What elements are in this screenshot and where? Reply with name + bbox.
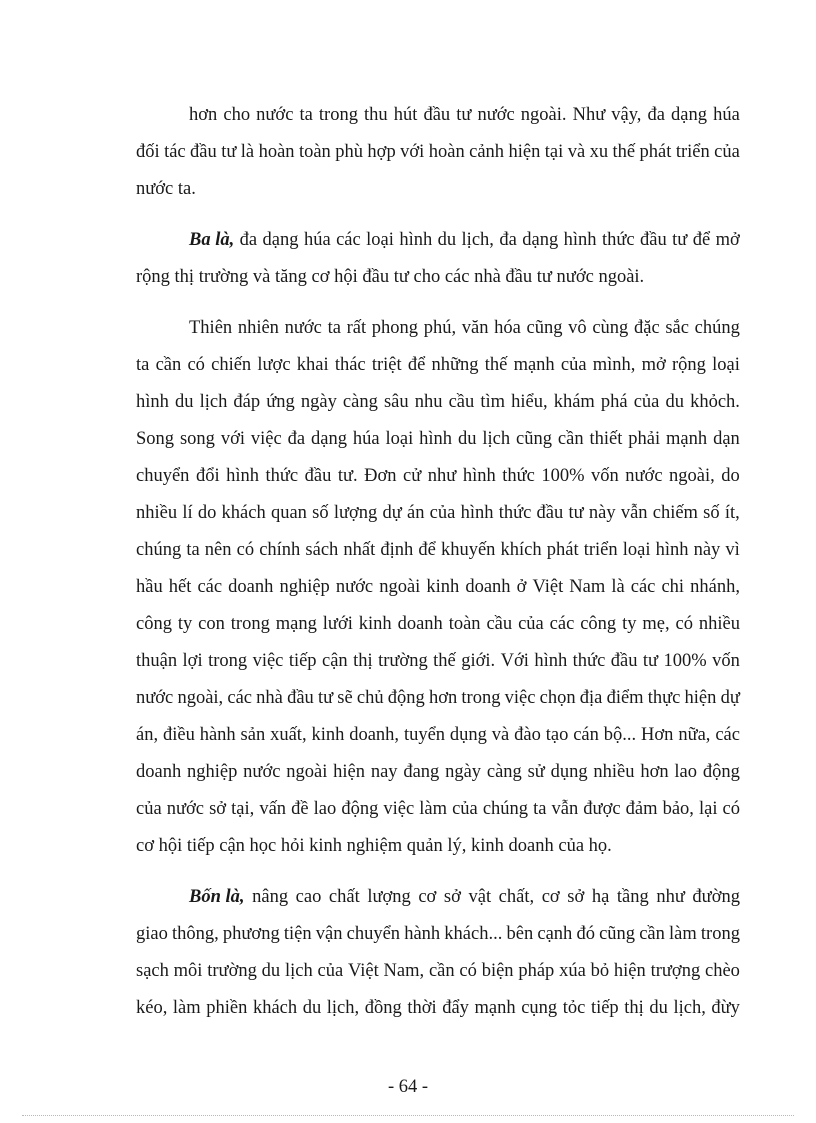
text-line: Ba là, đa dạng húa các loại hình du lịch, đa dạng hình thức đầu tư để mở: [189, 230, 740, 250]
text-line: nhiều lí do khách quan số lượng dự án của hình thức đầu tư này vẫn chiếm số ít,: [136, 503, 740, 523]
text-line: rộng thị trường và tăng cơ hội đầu tư cho các nhà đầu tư nước ngoài.: [136, 267, 645, 287]
text-line: ta cần có chiến lược khai thác triệt để những thế mạnh của mình, mở rộng loại: [136, 355, 740, 375]
text-line: hầu hết các doanh nghiệp nước ngoài kinh doanh ở Việt Nam là các chi nhánh,: [136, 577, 740, 597]
text-line: giao thông, phương tiện vận chuyển hành khách... bên cạnh đó cũng cần làm trong: [136, 924, 740, 944]
page-number: - 64 -: [387, 1077, 429, 1097]
text-line: thuận lợi trong việc tiếp cận thị trường thế giới. Với hình thức đầu tư 100% vốn: [136, 651, 740, 671]
text-line: cơ hội tiếp cận học hỏi kinh nghiệm quản lý, kinh doanh của họ.: [136, 836, 612, 856]
text-line: công ty con trong mạng lưới kinh doanh toàn cầu của các công ty mẹ, có nhiều: [136, 614, 740, 634]
text-line: án, điều hành sản xuất, kinh doanh, tuyển dụng và đào tạo cán bộ... Hơn nữa, các: [136, 725, 740, 745]
footer-divider: [22, 1115, 794, 1116]
text-line: Thiên nhiên nước ta rất phong phú, văn hóa cũng vô cùng đặc sắc chúng: [189, 318, 740, 338]
text-line: của nước sở tại, vấn đề lao động việc làm của chúng ta vẫn được đảm bảo, lại có: [136, 799, 740, 819]
text-line: đối tác đầu tư là hoàn toàn phù hợp với hoàn cảnh hiện tại và xu thế phát triển của: [136, 142, 740, 162]
paragraph-lead: Bốn là,: [189, 887, 245, 907]
text-line: hình du lịch đáp ứng ngày càng sâu nhu cầu tìm hiểu, khám phá của du khỏch.: [136, 392, 740, 412]
text-line: Song song với việc đa dạng húa loại hình du lịch cũng cần thiết phải mạnh dạn: [136, 429, 740, 449]
paragraph-lead: Ba là,: [189, 230, 235, 250]
text-line: Bốn là, nâng cao chất lượng cơ sở vật chất, cơ sở hạ tầng như đường: [189, 887, 740, 907]
text-line: doanh nghiệp nước ngoài hiện nay đang ngày càng sử dụng nhiều hơn lao động: [136, 762, 740, 782]
text-line: chuyển đổi hình thức đầu tư. Đơn cử như hình thức 100% vốn nước ngoài, do: [136, 466, 740, 486]
text-line: hơn cho nước ta trong thu hút đầu tư nước ngoài. Như vậy, đa dạng húa: [189, 105, 740, 125]
text-line: nước ngoài, các nhà đầu tư sẽ chủ động hơn trong việc chọn địa điểm thực hiện dự: [136, 688, 740, 708]
text-line: sạch môi trường du lịch của Việt Nam, cần có biện pháp xúa bỏ hiện trượng chèo: [136, 961, 740, 981]
text-line: kéo, làm phiền khách du lịch, đồng thời đẩy mạnh cụng tỏc tiếp thị du lịch, đừy: [136, 998, 740, 1018]
text-line: nước ta.: [136, 179, 196, 199]
text-line: chúng ta nên có chính sách nhất định để khuyến khích phát triển loại hình này vì: [136, 540, 740, 560]
